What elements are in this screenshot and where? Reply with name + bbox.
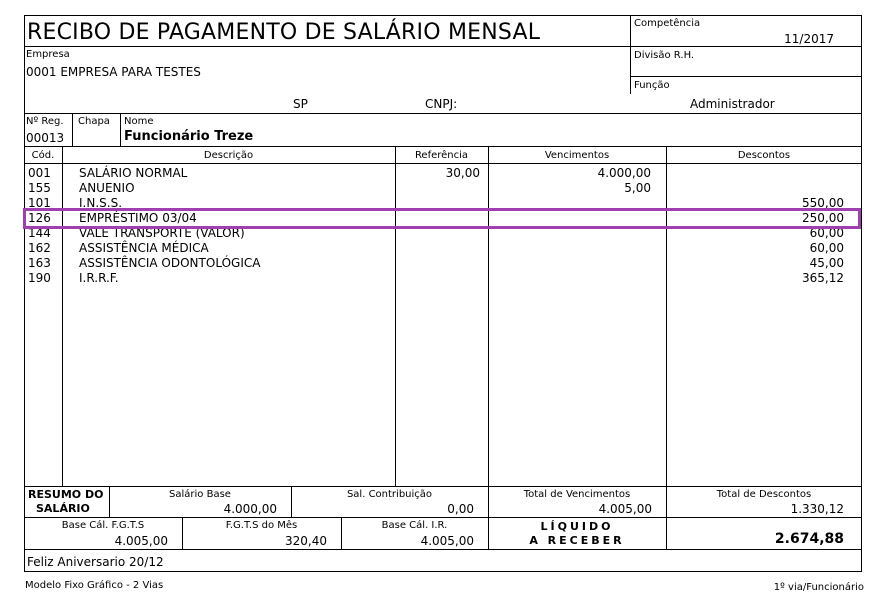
table-row [0,256,883,271]
empresa-value: 0001 EMPRESA PARA TESTES [26,65,201,79]
row-highlight [23,208,861,229]
sal-contrib-value: 0,00 [447,502,474,516]
row-desconto: 250,00 [802,211,844,225]
row-venc: 5,00 [624,181,651,195]
empresa-label: Empresa [26,49,70,60]
row-desc: VALE TRANSPORTE (VALOR) [79,226,245,240]
divider [72,113,73,146]
chapa-label: Chapa [78,116,110,127]
total-venc-value: 4.005,00 [598,502,652,516]
row-desconto: 45,00 [809,256,844,270]
resumo-label-2: SALÁRIO [36,502,90,515]
row-desc: ANUENIO [79,181,135,195]
liquido-value: 2.674,88 [774,531,844,547]
resumo-label: RESUMO DO [28,488,104,501]
base-ir-value: 4.005,00 [420,534,474,548]
nome-value: Funcionário Treze [124,129,254,144]
row-cod: 155 [28,181,51,195]
funcao-label: Função [634,80,670,91]
divider [24,46,862,47]
row-desc: ASSISTÊNCIA MÉDICA [79,241,209,255]
row-cod: 101 [28,196,51,210]
table-row [0,166,883,181]
receipt-title: RECIBO DE PAGAMENTO DE SALÁRIO MENSAL [27,20,541,45]
row-cod: 163 [28,256,51,270]
base-ir-label: Base Cál. I.R. [381,520,448,531]
col-header-vencimentos: Vencimentos [544,150,610,161]
divider [120,113,121,146]
fgts-mes-label: F.G.T.S do Mês [225,520,298,531]
divider [630,15,631,94]
liquido-label-2: A RECEBER [529,534,625,547]
divider [24,549,862,550]
row-desconto: 60,00 [809,241,844,255]
total-desc-label: Total de Descontos [716,489,812,500]
liquido-label: LÍQUIDO [540,520,614,533]
table-row [0,181,883,196]
total-desc-value: 1.330,12 [790,502,844,516]
col-header-descontos: Descontos [737,150,791,161]
row-desc: ASSISTÊNCIA ODONTOLÓGICA [79,256,261,270]
footer-via: 1º via/Funcionário [773,582,864,593]
competencia-label: Competência [634,18,701,29]
row-cod: 190 [28,271,51,285]
divider [24,163,862,164]
cnpj-label: CNPJ: [425,97,458,111]
competencia-value: 11/2017 [784,32,834,46]
base-fgts-value: 4.005,00 [114,534,168,548]
row-cod: 144 [28,226,51,240]
funcao-value: Administrador [690,97,775,111]
row-desc: EMPRÉSTIMO 03/04 [79,211,197,225]
divider [24,146,862,147]
row-desc: I.R.R.F. [79,271,119,285]
table-row [0,271,883,286]
divisao-label: Divisão R.H. [634,50,695,61]
message-text: Feliz Aniversario 20/12 [27,555,164,569]
divider [24,113,862,114]
col-header-cod: Cód. [31,150,55,161]
salario-base-value: 4.000,00 [223,502,277,516]
col-header-referencia: Referência [414,150,469,161]
row-desc: SALÁRIO NORMAL [79,166,188,180]
total-venc-label: Total de Vencimentos [523,489,631,500]
row-cod: 162 [28,241,51,255]
base-fgts-label: Base Cál. F.G.T.S [61,520,145,531]
row-venc: 4.000,00 [597,166,651,180]
row-desconto: 550,00 [802,196,844,210]
divider [630,76,862,77]
row-desconto: 365,12 [802,271,844,285]
salario-base-label: Salário Base [169,489,231,500]
nome-label: Nome [124,116,154,127]
table-row [0,241,883,256]
fgts-mes-value: 320,40 [285,534,327,548]
row-desc: I.N.S.S. [79,196,123,210]
footer-model: Modelo Fixo Gráfico - 2 Vias [25,580,164,591]
row-ref: 30,00 [445,166,480,180]
sal-contrib-label: Sal. Contribuição [346,489,433,500]
col-header-descricao: Descrição [203,150,254,161]
uf-value: SP [293,97,308,111]
reg-value: 00013 [26,131,65,145]
row-desconto: 60,00 [809,226,844,240]
reg-label: Nº Reg. [26,116,64,127]
divider [24,486,862,487]
divider [24,517,862,518]
row-cod: 126 [28,211,51,225]
row-cod: 001 [28,166,51,180]
